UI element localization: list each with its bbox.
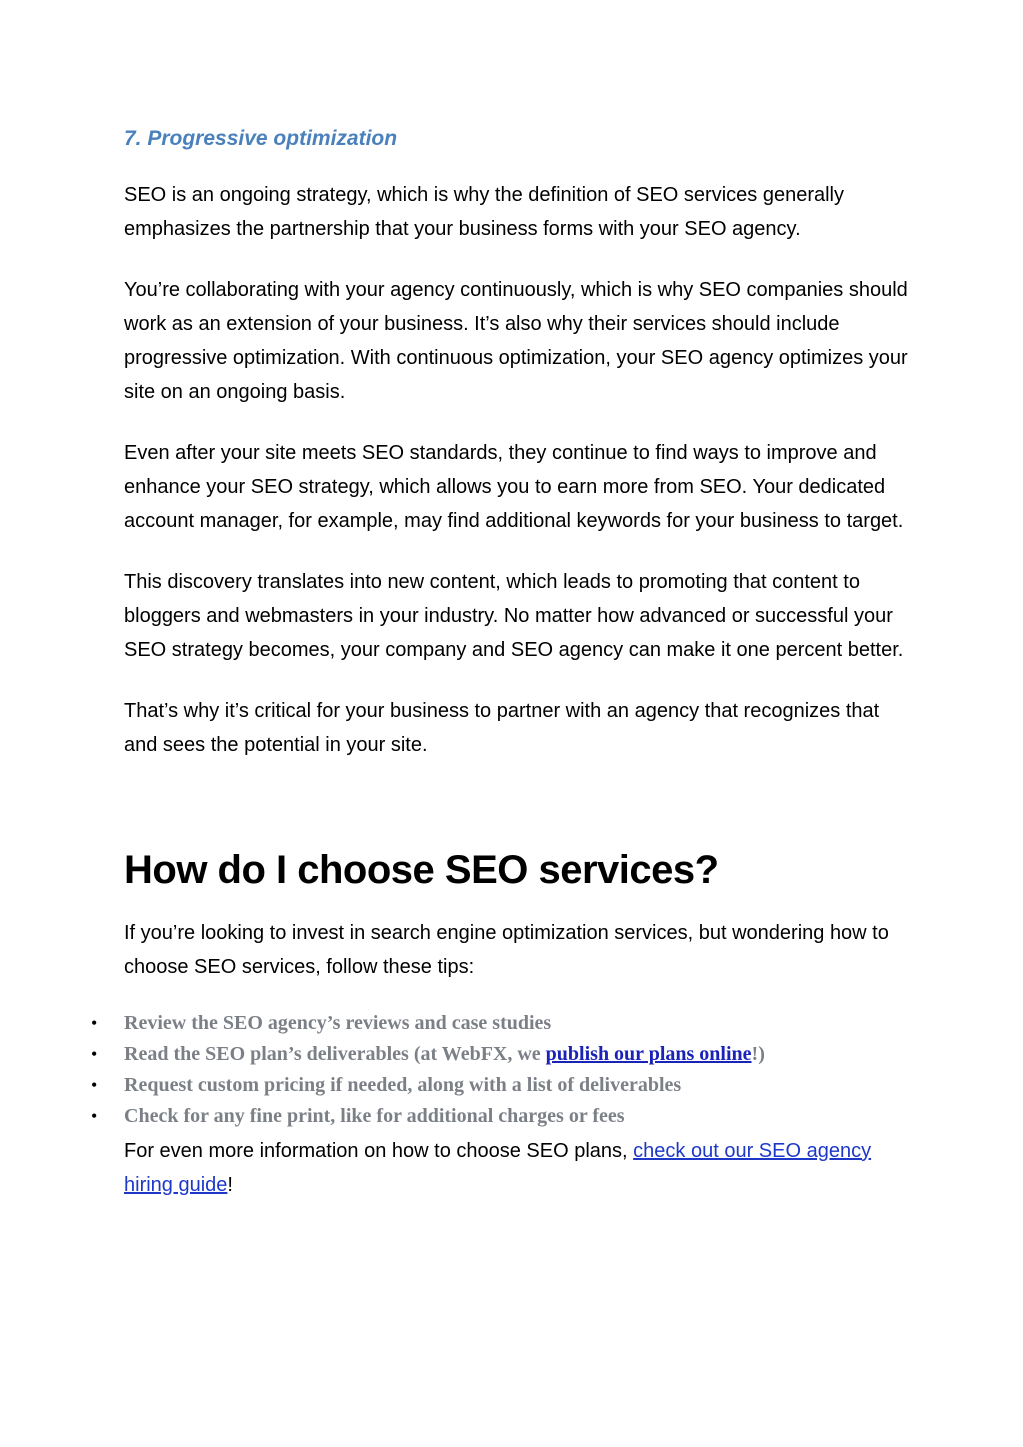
tip-text: Check for any fine print, like for additional charges or fees [124,1104,625,1127]
tip-text: Request custom pricing if needed, along with a list of deliverables [124,1073,682,1096]
list-item [91,1070,914,1101]
bullet-icon: • [91,1074,98,1095]
tips-list [91,1008,914,1132]
bullet-icon: • [91,1105,98,1126]
outro-text-before: For even more information on how to choose SEO plans, [124,1139,634,1162]
paragraph-outro [124,1134,914,1203]
paragraph-intro: If you’re looking to invest in search engine optimization services, but wondering how to choose SEO services, follow these tips: [124,922,889,979]
paragraph-seo-standards: Even after your site meets SEO standards, they continue to find ways to improve and enhance your SEO strategy, which allows you to earn more from SEO. Your dedicated account manager, for example, may find additional keywords for your business to target. [124,441,904,533]
paragraph-ongoing-strategy: SEO is an ongoing strategy, which is why the definition of SEO services generally emphasizes the partnership that your business forms with your SEO agency. [124,184,844,241]
hiring-guide-link[interactable]: check out our SEO agency hiring guide [124,1139,872,1197]
document-content [91,124,914,1202]
paragraph-collaborating: You’re collaborating with your agency continuously, which is why SEO companies should work as an extension of your business. It’s also why their services should include progressive optimization. With continuous optimization, your SEO agency optimizes your site on an ongoing basis. [124,278,908,404]
outro-text-after: ! [227,1174,233,1197]
list-item [91,1039,914,1070]
paragraph-discovery: This discovery translates into new content, which leads to promoting that content to bloggers and webmasters in your industry. No matter how advanced or successful your SEO strategy becomes, your company and SEO agency can make it one percent better. [124,570,904,662]
bullet-icon: • [91,1012,98,1033]
section-subheading: 7. Progressive optimization [124,127,398,150]
tip-text-after: !) [751,1042,765,1065]
tip-text-before: Read the SEO plan’s deliverables (at WebFX, we [124,1042,546,1065]
paragraph-partner: That’s why it’s critical for your business to partner with an agency that recognizes that and sees the potential in your site. [124,699,880,756]
page-heading: How do I choose SEO services? [124,848,719,893]
publish-plans-link[interactable]: publish our plans online [545,1042,752,1065]
list-item [91,1101,914,1132]
bullet-icon: • [91,1043,98,1064]
tip-text: Review the SEO agency’s reviews and case studies [124,1011,552,1034]
list-item [91,1008,914,1039]
